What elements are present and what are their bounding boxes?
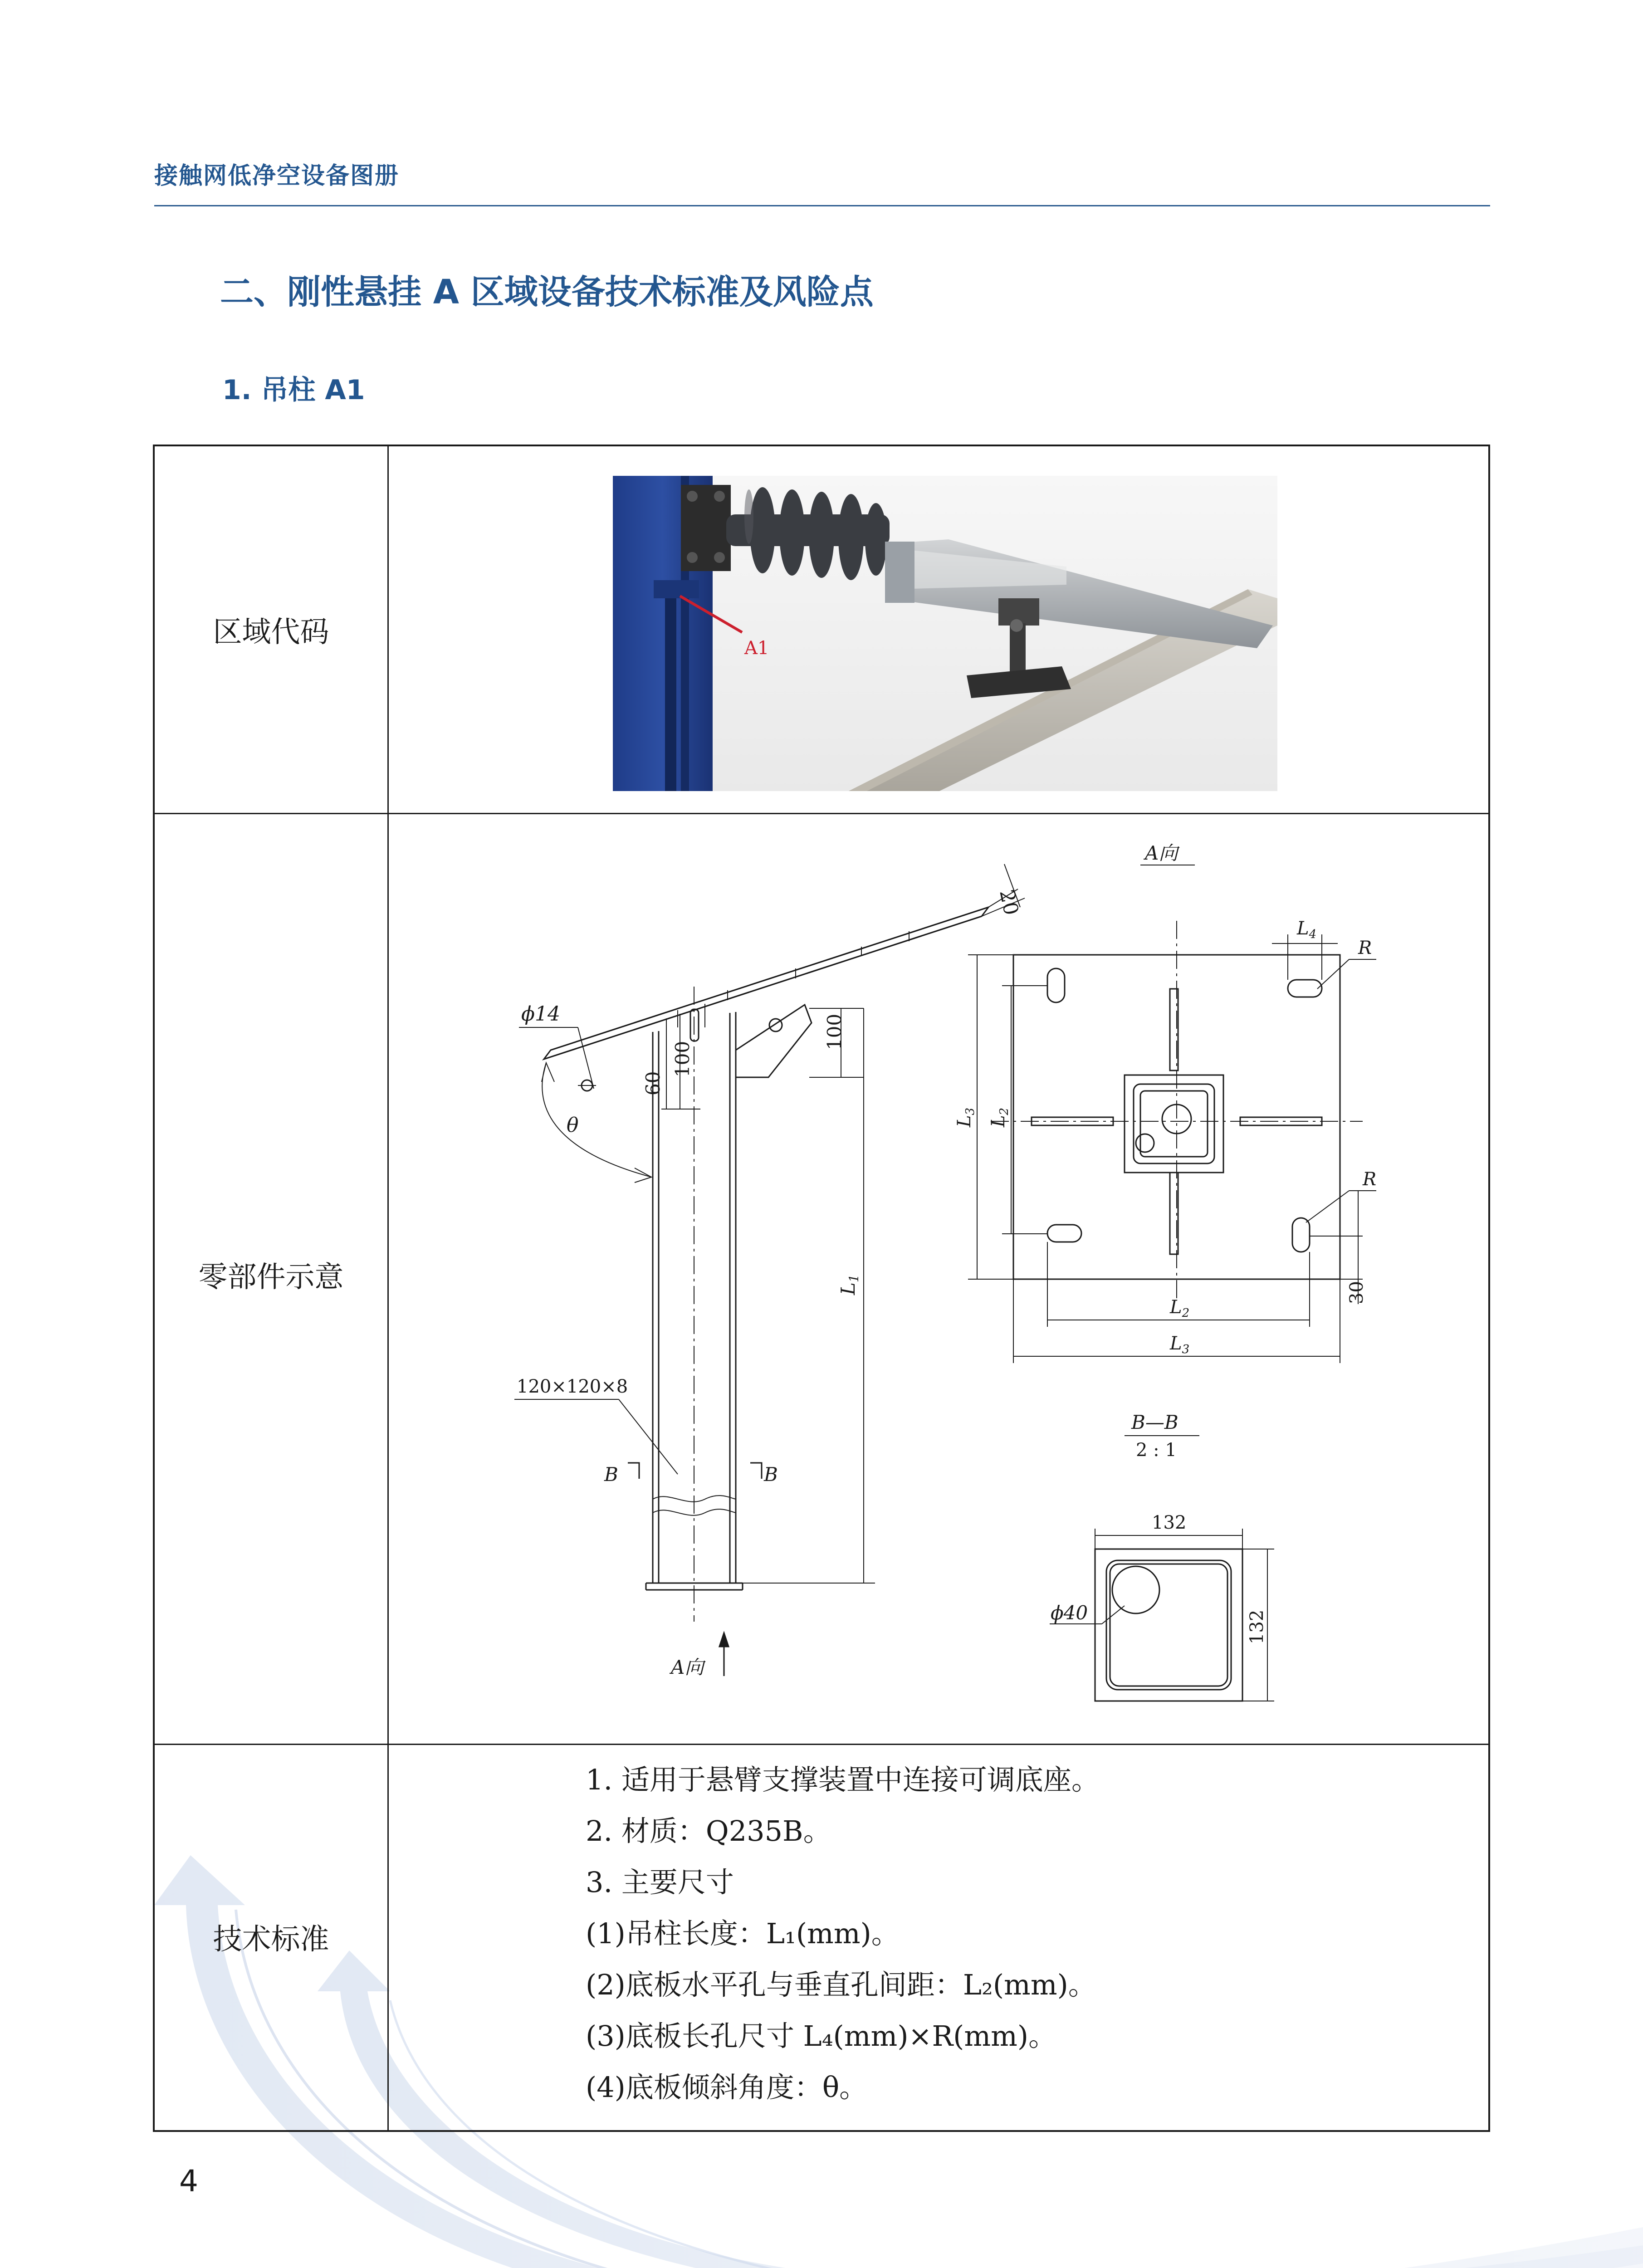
dim-20: 20 — [995, 887, 1023, 918]
running-header: 接触网低净空设备图册 — [154, 162, 400, 190]
dim-phi40: ϕ40 — [1051, 1602, 1088, 1624]
view-A-title: A向 — [1145, 842, 1178, 864]
technical-drawing — [387, 814, 1489, 1744]
equipment-photo — [613, 476, 1277, 791]
svg-text:L2 — [988, 1108, 1011, 1128]
section-mark-B-left: B — [604, 1463, 618, 1486]
dim-L3-horizontal: L — [1170, 1333, 1182, 1354]
standard-item-1: 1. 适用于悬臂支撑装置中连接可调底座。 — [586, 1763, 1100, 1796]
svg-text:L3 — [954, 1108, 977, 1128]
dim-60: 60 — [642, 1071, 664, 1095]
dim-L2-vertical-sub: 2 — [998, 1107, 1011, 1115]
dim-L2-horizontal: L — [1170, 1297, 1182, 1318]
svg-text:L4 — [1296, 918, 1316, 941]
standard-item-2: 2. 材质：Q235B。 — [586, 1814, 831, 1848]
dim-L2-horizontal-sub: 2 — [1182, 1306, 1190, 1320]
view-A-arrow-label: A向 — [671, 1656, 704, 1678]
section-BB-title: B—B — [1131, 1411, 1178, 1433]
dim-L3-vertical-sub: 3 — [963, 1107, 977, 1115]
dim-L3-vertical: L — [954, 1115, 975, 1127]
svg-text:L1 — [837, 1274, 861, 1295]
standard-item-3-4: (4)底板倾斜角度：θ。 — [586, 2071, 868, 2104]
section-BB-scale: 2 : 1 — [1136, 1440, 1177, 1461]
dim-L4: L — [1297, 918, 1309, 939]
dim-132-side: 132 — [1247, 1609, 1267, 1644]
table-row-divider — [155, 1744, 1488, 1745]
svg-text:L3 — [1169, 1333, 1189, 1356]
section-title: 二、刚性悬挂 A 区域设备技术标准及风险点 — [220, 273, 874, 312]
standard-item-3-1: (1)吊柱长度：L₁(mm)。 — [586, 1917, 900, 1950]
tube-size-label: 120×120×8 — [517, 1376, 628, 1397]
standard-item-3: 3. 主要尺寸 — [586, 1866, 734, 1899]
dim-L1: L — [837, 1282, 859, 1295]
dim-theta: θ — [567, 1114, 579, 1137]
dim-L2-vertical: L — [988, 1115, 1009, 1127]
photo-callout-label: A1 — [744, 638, 769, 659]
dim-132-top: 132 — [1152, 1512, 1187, 1533]
section-mark-B-right: B — [764, 1463, 778, 1486]
sub-title: 1. 吊柱 A1 — [222, 374, 365, 406]
dim-phi14: ϕ14 — [521, 1002, 560, 1026]
dim-L3-horizontal-sub: 3 — [1182, 1343, 1190, 1356]
header-rule — [154, 205, 1490, 206]
standard-label: 技术标准 — [213, 1923, 329, 1956]
dim-R-bottom: R — [1363, 1169, 1377, 1190]
standard-item-3-3: (3)底板长孔尺寸 L₄(mm)×R(mm)。 — [586, 2019, 1057, 2053]
parts-label: 零部件示意 — [198, 1261, 344, 1294]
dim-L4-sub: 4 — [1309, 928, 1317, 941]
page-number: 4 — [179, 2164, 198, 2199]
svg-text:L2 — [1169, 1297, 1189, 1320]
dim-100-outer: 100 — [823, 1013, 846, 1050]
dim-100-inner: 100 — [671, 1041, 694, 1077]
dim-L1-sub: 1 — [846, 1274, 861, 1283]
area-code-label: 区域代码 — [213, 616, 329, 649]
dim-R-top: R — [1358, 938, 1372, 958]
dim-30: 30 — [1346, 1281, 1367, 1304]
spec-table — [153, 445, 1490, 2132]
standard-item-3-2: (2)底板水平孔与垂直孔间距：L₂(mm)。 — [586, 1968, 1096, 2001]
